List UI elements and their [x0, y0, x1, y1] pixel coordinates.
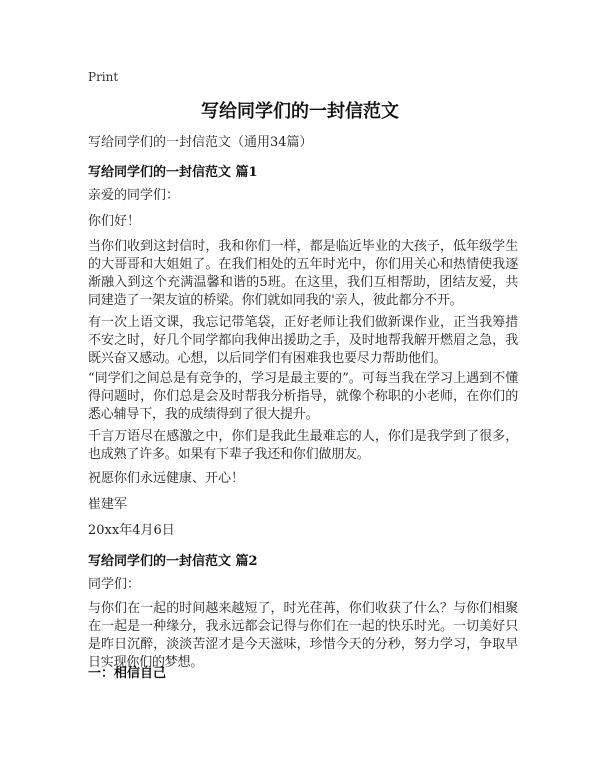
- section-1-paragraph-3: “同学们之间总是有竞争的，学习是最主要的”。可每当我在学习上遇到不懂得问题时，你们总是会及时帮我分析指导，就像个称职的小老师，在你们的悉心辅导下，我的成绩得到了很大提升。: [88, 371, 518, 422]
- section-2-paragraph-1: 与你们在一起的时间越来越短了，时光荏苒，你们收获了什么？与你们相聚在一起是一种缘分，我永远都会记得与你们在一起的快乐时光。一切美好只是昨日沉醉，淡淡苦涩才是今天滋味，珍惜今天的分秒，努力学习，争取早日实现你们的梦想。: [88, 601, 518, 670]
- section-1-heading: 写给同学们的一封信范文 篇1: [88, 165, 258, 180]
- section-2-point-1: 一：相信自己: [88, 666, 167, 681]
- section-2-greeting: 同学们：: [88, 577, 141, 592]
- section-1-date: 20xx年4月6日: [88, 523, 175, 538]
- print-link[interactable]: Print: [88, 70, 119, 84]
- section-1-hello: 你们好！: [88, 214, 141, 229]
- section-1-wish: 祝愿你们永远健康、开心！: [88, 471, 245, 486]
- section-1-signature: 崔建军: [88, 497, 128, 512]
- section-1-greeting: 亲爱的同学们：: [88, 188, 180, 203]
- page-title: 写给同学们的一封信范文: [201, 101, 399, 122]
- section-1-paragraph-4: 千言万语尽在感激之中，你们是我此生最难忘的人，你们是我学到了很多，也成熟了许多。如果有下辈子我还和你们做朋友。: [88, 429, 518, 462]
- section-2-heading: 写给同学们的一封信范文 篇2: [88, 554, 258, 569]
- document-subtitle: 写给同学们的一封信范文（通用34篇）: [88, 135, 313, 150]
- section-1-paragraph-1: 当你们收到这封信时，我和你们一样，都是临近毕业的大孩子，低年级学生的大哥哥和大姐姐了。在我们相处的五年时光中，你们用关心和热情使我逐渐融入到这个充满温馨和谐的5班。在这里，我们互相帮助，团结友爱，共同建造了一架友谊的桥梁。你们就如同我的'亲人，彼此都分不开。: [88, 239, 518, 308]
- section-1-paragraph-2: 有一次上语文课，我忘记带笔袋，正好老师让我们做新课作业，正当我筹措不安之时，好几个同学都向我伸出援助之手，及时地帮我解开燃眉之急，我既兴奋又感动。心想，以后同学们有困难我也要尽力帮助他们。: [88, 315, 518, 366]
